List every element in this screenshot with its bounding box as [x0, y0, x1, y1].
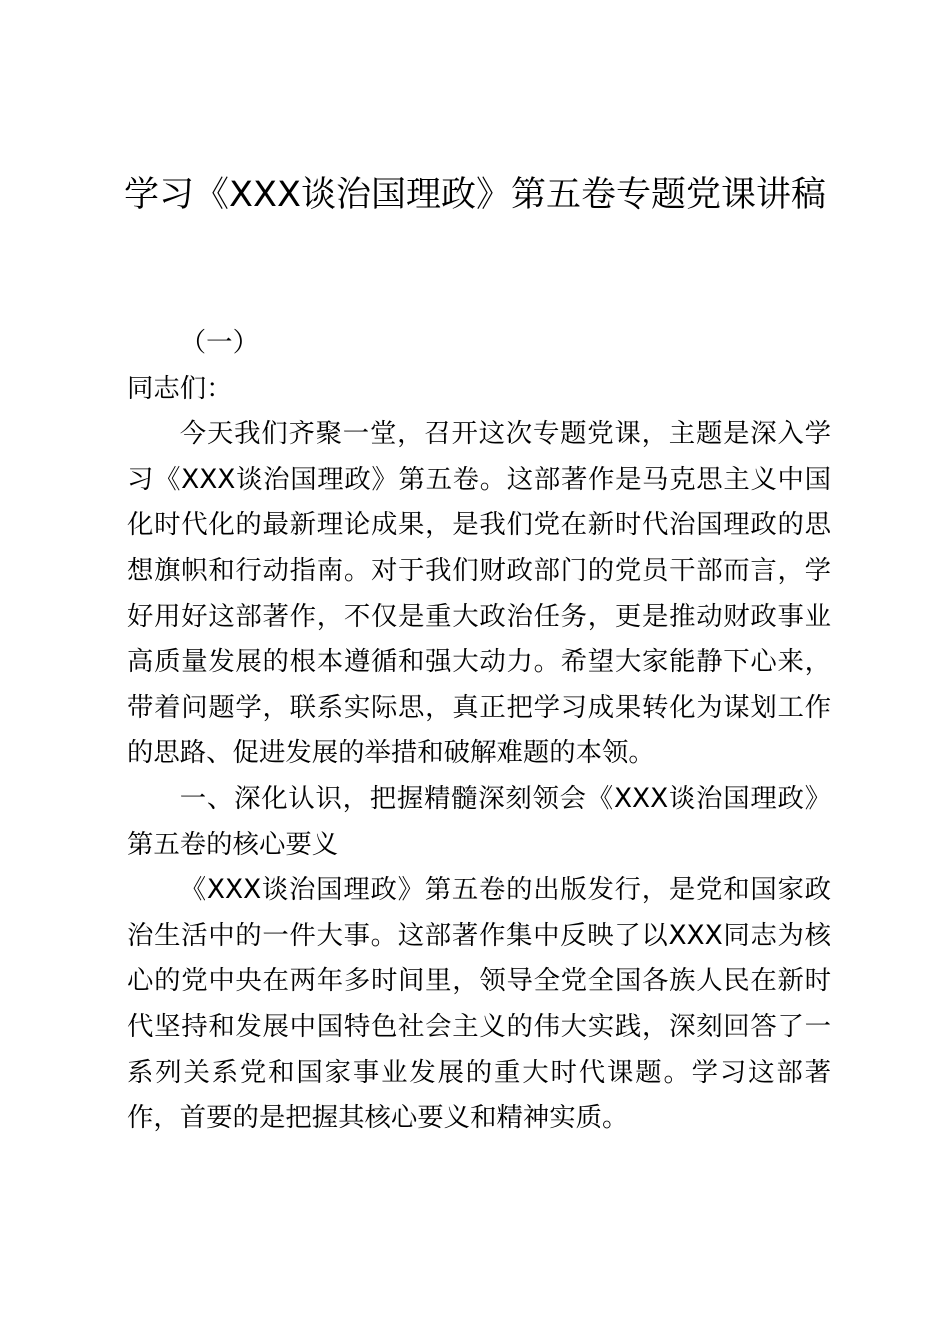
- section-marker: （一）: [179, 327, 259, 358]
- body-paragraph: 今天我们齐聚一堂，召开这次专题党课，主题是深入学习《XXX谈治国理政》第五卷。这部著作是马克思主义中国化时代化的最新理论成果，是我们党在新时代治国理政的思想旗帜和行动指南。对于我们财政部门的党员干部而言，学好用好这部著作，不仅是重大政治任务，更是推动财政事业高质量发展的根本遵循和强大动力。希望大家能静下心来，带着问题学，联系实际思，真正把学习成果转化为谋划工作的思路、促进发展的举措和破解难题的本领。: [127, 418, 831, 769]
- body-paragraph: 《XXX谈治国理政》第五卷的出版发行，是党和国家政治生活中的一件大事。这部著作集中反映了以XXX同志为核心的党中央在两年多时间里，领导全党全国各族人民在新时代坚持和发展中国特色社会主义的伟大实践，深刻回答了一系列关系党和国家事业发展的重大时代课题。学习这部著作，首要的是把握其核心要义和精神实质。: [127, 874, 831, 1134]
- salutation: 同志们：: [127, 372, 233, 404]
- document-title: 学习《XXX谈治国理政》第五卷专题党课讲稿: [124, 175, 826, 215]
- section-heading: 一、深化认识，把握精髓深刻领会《XXX谈治国理政》第五卷的核心要义: [127, 782, 831, 860]
- document-body: [127, 320, 831, 1141]
